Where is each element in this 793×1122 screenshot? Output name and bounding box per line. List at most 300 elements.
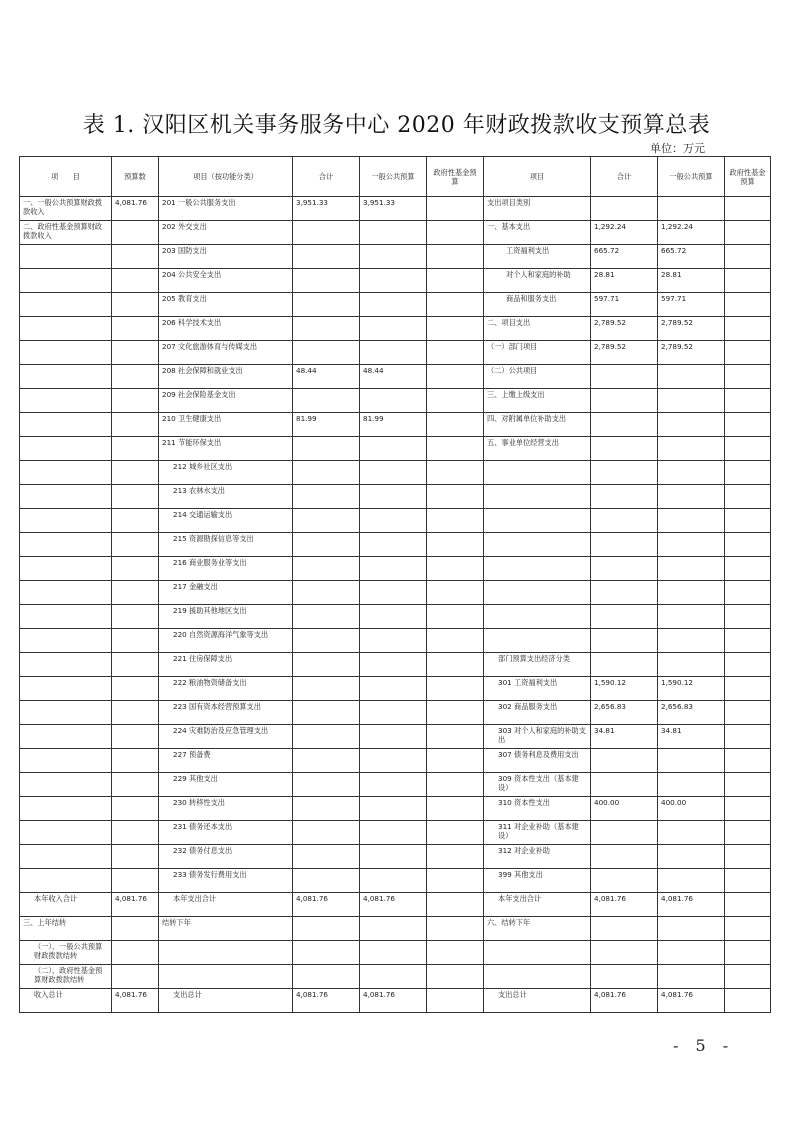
table-cell-i: [658, 557, 725, 581]
table-row: [20, 293, 771, 317]
table-cell-f: [427, 725, 484, 749]
table-cell-a: [20, 389, 112, 413]
table-cell-d: [293, 605, 360, 629]
table-cell-h: 34.81: [591, 725, 658, 749]
table-cell-i: 28.81: [658, 269, 725, 293]
header-budget-num: 预算数: [112, 157, 159, 197]
table-cell-i: [658, 869, 725, 893]
table-row: [20, 941, 771, 965]
table-cell-f: [427, 197, 484, 221]
table-cell-g: 六、结转下年: [484, 917, 591, 941]
table-cell-d: 81.99: [293, 413, 360, 437]
table-cell-c: 222 粮油物资储备支出: [159, 677, 293, 701]
table-cell-c: 232 债务付息支出: [159, 845, 293, 869]
table-cell-b: 4,081.76: [112, 893, 159, 917]
table-cell-h: 597.71: [591, 293, 658, 317]
table-cell-g: [484, 941, 591, 965]
table-cell-i: [658, 533, 725, 557]
table-cell-c: 210 卫生健康支出: [159, 413, 293, 437]
table-cell-a: [20, 869, 112, 893]
table-cell-b: [112, 413, 159, 437]
table-cell-j: [725, 701, 771, 725]
table-cell-b: [112, 389, 159, 413]
table-cell-f: [427, 533, 484, 557]
table-cell-a: [20, 317, 112, 341]
table-cell-b: [112, 605, 159, 629]
table-cell-j: [725, 629, 771, 653]
table-cell-e: [360, 557, 427, 581]
table-cell-e: 48.44: [360, 365, 427, 389]
table-cell-h: [591, 629, 658, 653]
table-cell-c: 227 预备费: [159, 749, 293, 773]
table-cell-b: 4,081.76: [112, 197, 159, 221]
table-cell-a: [20, 701, 112, 725]
table-cell-f: [427, 461, 484, 485]
table-cell-h: 1,590.12: [591, 677, 658, 701]
table-cell-f: [427, 869, 484, 893]
table-cell-h: [591, 557, 658, 581]
table-cell-f: [427, 389, 484, 413]
table-cell-g: [484, 533, 591, 557]
table-cell-g: 支出项目类别: [484, 197, 591, 221]
table-cell-d: [293, 869, 360, 893]
table-cell-j: [725, 941, 771, 965]
table-row: [20, 269, 771, 293]
header-item-left: 项 目: [20, 157, 112, 197]
table-cell-d: [293, 389, 360, 413]
table-cell-b: [112, 533, 159, 557]
table-cell-f: [427, 485, 484, 509]
table-cell-g: [484, 509, 591, 533]
table-cell-e: 81.99: [360, 413, 427, 437]
table-cell-j: [725, 341, 771, 365]
table-cell-d: [293, 677, 360, 701]
table-cell-d: [293, 533, 360, 557]
table-cell-j: [725, 197, 771, 221]
table-cell-b: [112, 341, 159, 365]
table-cell-j: [725, 605, 771, 629]
table-cell-h: 1,292.24: [591, 221, 658, 245]
table-cell-j: [725, 389, 771, 413]
table-cell-f: [427, 245, 484, 269]
table-cell-c: 支出总计: [159, 989, 293, 1013]
table-cell-i: 400.00: [658, 797, 725, 821]
table-cell-a: [20, 653, 112, 677]
table-cell-f: [427, 581, 484, 605]
table-cell-f: [427, 341, 484, 365]
table-cell-g: [484, 965, 591, 989]
table-cell-c: 224 灾难防治及应急管理支出: [159, 725, 293, 749]
table-cell-i: 4,081.76: [658, 989, 725, 1013]
table-cell-b: [112, 581, 159, 605]
table-cell-h: [591, 389, 658, 413]
table-cell-e: [360, 389, 427, 413]
table-cell-i: [658, 821, 725, 845]
table-cell-j: [725, 533, 771, 557]
table-row: [20, 341, 771, 365]
table-cell-f: [427, 557, 484, 581]
table-row: [20, 437, 771, 461]
table-cell-f: [427, 941, 484, 965]
table-cell-i: [658, 653, 725, 677]
table-cell-d: 48.44: [293, 365, 360, 389]
table-cell-f: [427, 677, 484, 701]
table-cell-a: [20, 605, 112, 629]
table-cell-h: 28.81: [591, 269, 658, 293]
table-cell-e: [360, 461, 427, 485]
table-cell-c: 211 节能环保支出: [159, 437, 293, 461]
table-row: [20, 317, 771, 341]
table-cell-b: [112, 677, 159, 701]
table-cell-h: [591, 821, 658, 845]
table-row: [20, 653, 771, 677]
table-cell-i: 665.72: [658, 245, 725, 269]
table-row: [20, 221, 771, 245]
table-cell-h: [591, 845, 658, 869]
table-cell-d: [293, 461, 360, 485]
table-cell-c: 207 文化旅游体育与传媒支出: [159, 341, 293, 365]
table-cell-c: 220 自然资源海洋气象等支出: [159, 629, 293, 653]
table-cell-g: [484, 581, 591, 605]
table-cell-f: [427, 269, 484, 293]
header-general: 一般公共预算: [360, 157, 427, 197]
table-cell-d: [293, 941, 360, 965]
table-cell-j: [725, 365, 771, 389]
table-cell-i: 34.81: [658, 725, 725, 749]
table-cell-c: [159, 941, 293, 965]
table-cell-f: [427, 701, 484, 725]
table-cell-i: [658, 773, 725, 797]
table-cell-j: [725, 749, 771, 773]
table-cell-j: [725, 317, 771, 341]
table-row: [20, 701, 771, 725]
table-cell-j: [725, 965, 771, 989]
table-cell-f: [427, 629, 484, 653]
table-cell-c: 231 债务还本支出: [159, 821, 293, 845]
table-cell-g: 三、上缴上级支出: [484, 389, 591, 413]
table-cell-h: 665.72: [591, 245, 658, 269]
table-cell-c: 221 住房保障支出: [159, 653, 293, 677]
table-row: [20, 773, 771, 797]
table-cell-h: [591, 485, 658, 509]
table-cell-j: [725, 581, 771, 605]
table-cell-g: 一、基本支出: [484, 221, 591, 245]
table-cell-f: [427, 965, 484, 989]
table-cell-b: [112, 941, 159, 965]
table-cell-j: [725, 221, 771, 245]
table-cell-j: [725, 797, 771, 821]
table-cell-g: 商品和服务支出: [484, 293, 591, 317]
table-cell-i: [658, 413, 725, 437]
table-cell-d: [293, 821, 360, 845]
table-cell-c: 201 一般公共服务支出: [159, 197, 293, 221]
table-cell-f: [427, 917, 484, 941]
table-cell-h: [591, 773, 658, 797]
table-cell-h: [591, 581, 658, 605]
table-cell-e: [360, 437, 427, 461]
table-cell-e: [360, 221, 427, 245]
table-cell-b: [112, 869, 159, 893]
table-cell-c: 219 援助其他地区支出: [159, 605, 293, 629]
table-cell-h: [591, 653, 658, 677]
table-cell-g: 部门预算支出经济分类: [484, 653, 591, 677]
table-cell-d: [293, 221, 360, 245]
table-cell-h: [591, 533, 658, 557]
table-cell-i: [658, 965, 725, 989]
table-cell-h: [591, 965, 658, 989]
table-cell-a: [20, 533, 112, 557]
table-cell-a: 二、政府性基金预算财政拨款收入: [20, 221, 112, 245]
table-cell-g: （一）部门项目: [484, 341, 591, 365]
table-cell-b: [112, 557, 159, 581]
table-row: [20, 797, 771, 821]
table-row: [20, 509, 771, 533]
table-cell-d: [293, 509, 360, 533]
table-cell-i: [658, 437, 725, 461]
table-cell-d: [293, 797, 360, 821]
table-cell-d: [293, 725, 360, 749]
table-cell-b: [112, 821, 159, 845]
table-cell-h: [591, 941, 658, 965]
table-cell-c: 206 科学技术支出: [159, 317, 293, 341]
table-cell-j: [725, 269, 771, 293]
table-cell-b: [112, 725, 159, 749]
table-cell-a: （二）、政府性基金预算财政拨款结转: [20, 965, 112, 989]
table-cell-c: 213 农林水支出: [159, 485, 293, 509]
table-cell-c: 204 公共安全支出: [159, 269, 293, 293]
table-cell-d: 4,081.76: [293, 989, 360, 1013]
table-row: [20, 629, 771, 653]
table-cell-e: [360, 917, 427, 941]
table-cell-e: [360, 749, 427, 773]
table-cell-e: [360, 845, 427, 869]
table-cell-f: [427, 413, 484, 437]
table-cell-j: [725, 989, 771, 1013]
table-cell-e: 4,081.76: [360, 893, 427, 917]
table-cell-b: [112, 317, 159, 341]
table-cell-d: [293, 629, 360, 653]
table-cell-b: [112, 701, 159, 725]
table-cell-f: [427, 293, 484, 317]
header-item-right: 项目: [484, 157, 591, 197]
table-cell-f: [427, 845, 484, 869]
table-cell-e: [360, 821, 427, 845]
table-cell-g: （二）公共项目: [484, 365, 591, 389]
table-cell-d: [293, 317, 360, 341]
table-cell-b: [112, 653, 159, 677]
table-cell-c: 214 交通运输支出: [159, 509, 293, 533]
table-cell-h: [591, 437, 658, 461]
table-cell-e: 3,951.33: [360, 197, 427, 221]
table-cell-d: [293, 701, 360, 725]
table-cell-a: [20, 461, 112, 485]
table-cell-g: [484, 485, 591, 509]
table-cell-j: [725, 869, 771, 893]
table-row: [20, 245, 771, 269]
table-cell-i: [658, 485, 725, 509]
table-cell-e: [360, 605, 427, 629]
table-cell-e: [360, 317, 427, 341]
table-cell-e: [360, 725, 427, 749]
table-cell-c: 本年支出合计: [159, 893, 293, 917]
table-row: [20, 533, 771, 557]
header-total: 合计: [293, 157, 360, 197]
table-row: [20, 677, 771, 701]
table-cell-g: 301 工资福利支出: [484, 677, 591, 701]
table-row: [20, 581, 771, 605]
table-cell-a: [20, 437, 112, 461]
table-cell-i: [658, 509, 725, 533]
table-cell-j: [725, 821, 771, 845]
table-cell-e: [360, 701, 427, 725]
table-cell-a: [20, 269, 112, 293]
table-cell-f: [427, 821, 484, 845]
table-cell-h: [591, 365, 658, 389]
table-cell-b: [112, 917, 159, 941]
table-cell-j: [725, 509, 771, 533]
table-cell-j: [725, 413, 771, 437]
table-cell-h: [591, 509, 658, 533]
table-cell-c: 212 城乡社区支出: [159, 461, 293, 485]
table-cell-j: [725, 557, 771, 581]
table-cell-d: [293, 341, 360, 365]
table-cell-d: [293, 437, 360, 461]
table-cell-d: [293, 749, 360, 773]
table-cell-e: 4,081.76: [360, 989, 427, 1013]
table-cell-c: 208 社会保障和就业支出: [159, 365, 293, 389]
table-cell-d: [293, 773, 360, 797]
table-cell-f: [427, 773, 484, 797]
table-cell-g: 309 资本性支出（基本建设）: [484, 773, 591, 797]
table-cell-g: [484, 629, 591, 653]
table-cell-d: 4,081.76: [293, 893, 360, 917]
table-cell-c: 230 转移性支出: [159, 797, 293, 821]
table-cell-b: [112, 245, 159, 269]
table-cell-i: [658, 197, 725, 221]
table-cell-d: [293, 557, 360, 581]
table-cell-b: [112, 293, 159, 317]
table-cell-a: [20, 557, 112, 581]
table-cell-j: [725, 845, 771, 869]
table-cell-a: [20, 581, 112, 605]
table-cell-d: [293, 653, 360, 677]
table-cell-a: [20, 293, 112, 317]
table-cell-b: [112, 845, 159, 869]
table-cell-j: [725, 461, 771, 485]
table-cell-e: [360, 509, 427, 533]
table-cell-c: 结转下年: [159, 917, 293, 941]
table-cell-e: [360, 773, 427, 797]
table-cell-e: [360, 797, 427, 821]
table-row: [20, 557, 771, 581]
table-cell-g: [484, 461, 591, 485]
table-cell-f: [427, 365, 484, 389]
table-cell-b: [112, 509, 159, 533]
table-cell-i: [658, 389, 725, 413]
table-cell-c: [159, 965, 293, 989]
table-cell-i: [658, 461, 725, 485]
table-cell-f: [427, 605, 484, 629]
table-row: [20, 461, 771, 485]
table-row: [20, 869, 771, 893]
table-cell-i: [658, 845, 725, 869]
table-cell-b: [112, 773, 159, 797]
table-row: [20, 821, 771, 845]
table-cell-c: 209 社会保险基金支出: [159, 389, 293, 413]
table-cell-e: [360, 965, 427, 989]
table-cell-e: [360, 269, 427, 293]
table-cell-e: [360, 941, 427, 965]
table-cell-a: [20, 341, 112, 365]
table-cell-d: [293, 269, 360, 293]
table-cell-b: [112, 269, 159, 293]
table-cell-a: [20, 725, 112, 749]
table-cell-i: 1,292.24: [658, 221, 725, 245]
table-row: [20, 749, 771, 773]
table-cell-a: [20, 845, 112, 869]
table-cell-d: [293, 293, 360, 317]
table-cell-d: [293, 965, 360, 989]
table-cell-g: 310 资本性支出: [484, 797, 591, 821]
table-cell-i: 2,789.52: [658, 317, 725, 341]
unit-label: 单位：万元: [650, 142, 705, 155]
table-cell-a: 三、上年结转: [20, 917, 112, 941]
page-title: 表 1. 汉阳区机关事务服务中心 2020 年财政拨款收支预算总表: [82, 113, 711, 138]
table-cell-h: 400.00: [591, 797, 658, 821]
table-cell-g: 四、对附属单位补助支出: [484, 413, 591, 437]
table-cell-f: [427, 437, 484, 461]
table-cell-g: 302 商品服务支出: [484, 701, 591, 725]
table-cell-g: 二、项目支出: [484, 317, 591, 341]
table-cell-c: 229 其他支出: [159, 773, 293, 797]
table-cell-g: 399 其他支出: [484, 869, 591, 893]
table-cell-a: [20, 749, 112, 773]
table-row: [20, 965, 771, 989]
table-cell-j: [725, 725, 771, 749]
table-row: [20, 389, 771, 413]
table-cell-g: [484, 605, 591, 629]
table-cell-g: 303 对个人和家庭的补助支出: [484, 725, 591, 749]
table-cell-g: 307 债务利息及费用支出: [484, 749, 591, 773]
table-row: [20, 605, 771, 629]
table-cell-f: [427, 797, 484, 821]
table-cell-e: [360, 533, 427, 557]
table-cell-f: [427, 749, 484, 773]
page-number: - 5 -: [673, 1036, 735, 1055]
table-row: [20, 893, 771, 917]
table-cell-e: [360, 341, 427, 365]
table-cell-h: [591, 869, 658, 893]
header-total-right: 合计: [591, 157, 658, 197]
table-row: [20, 197, 771, 221]
table-cell-a: 本年收入合计: [20, 893, 112, 917]
table-cell-d: [293, 845, 360, 869]
table-cell-f: [427, 221, 484, 245]
table-cell-c: 202 外交支出: [159, 221, 293, 245]
table-cell-i: [658, 917, 725, 941]
table-cell-c: 216 商业服务业等支出: [159, 557, 293, 581]
table-cell-g: 312 对企业补助: [484, 845, 591, 869]
table-cell-i: 2,789.52: [658, 341, 725, 365]
header-item-func: 项目（按功能分类）: [159, 157, 293, 197]
table-row: [20, 725, 771, 749]
table-cell-a: [20, 413, 112, 437]
table-cell-h: 2,656.83: [591, 701, 658, 725]
table-cell-a: [20, 773, 112, 797]
table-cell-e: [360, 581, 427, 605]
table-cell-g: 本年支出合计: [484, 893, 591, 917]
table-cell-j: [725, 485, 771, 509]
